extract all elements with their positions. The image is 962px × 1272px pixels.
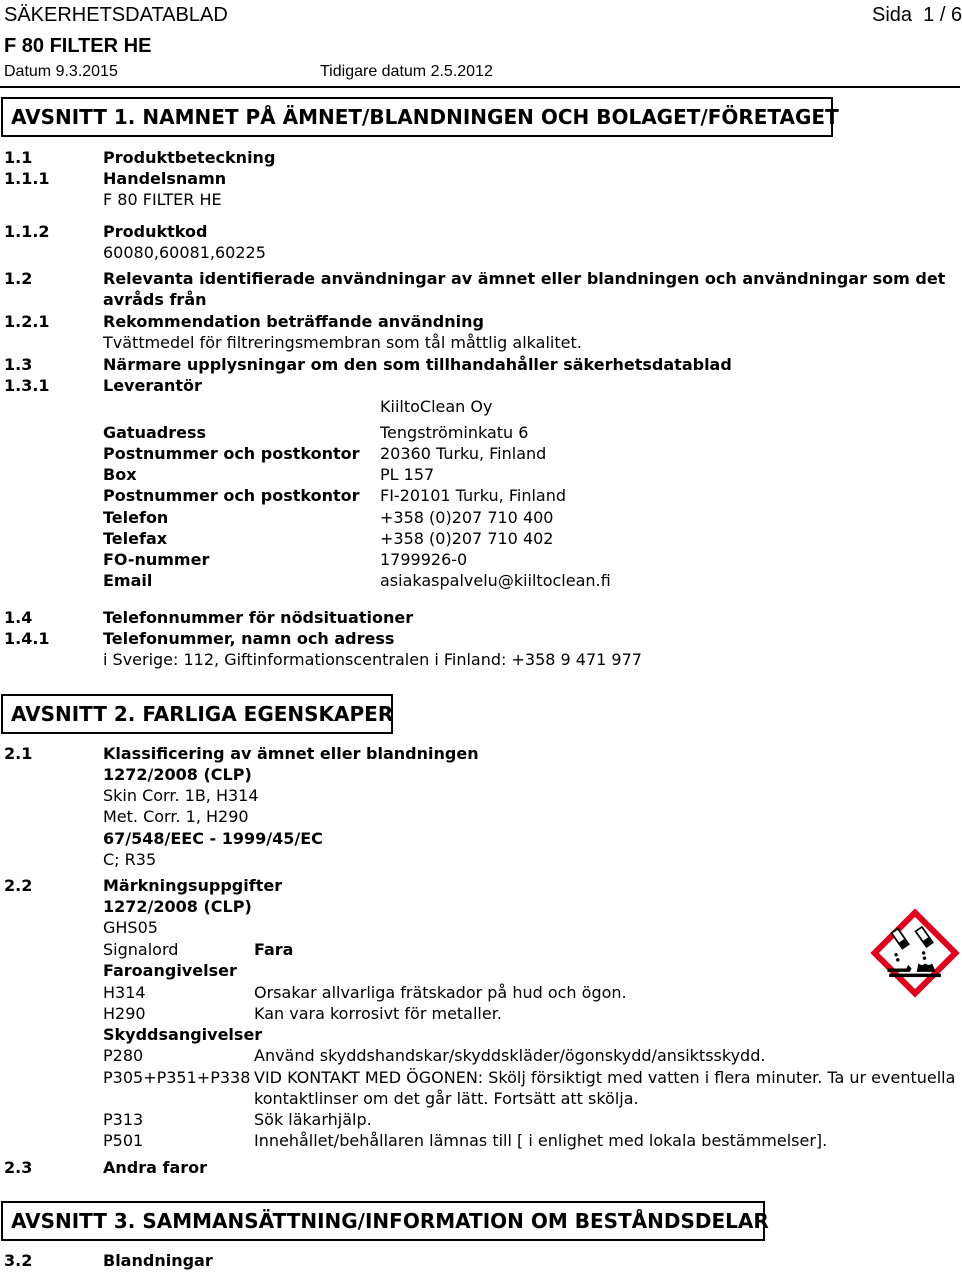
header-divider: [0, 86, 960, 88]
section-number: 2.3: [4, 1158, 33, 1177]
section-number: 1.4: [4, 608, 33, 627]
supplier-field-label: Gatuadress: [103, 423, 207, 442]
section-number: 1.1.2: [4, 222, 50, 241]
supplier-field-label: Telefon: [103, 508, 169, 527]
product-name-header: F 80 FILTER HE: [4, 35, 152, 57]
revision-date: Datum 9.3.2015: [4, 63, 118, 80]
signal-word-label: Signalord: [103, 940, 179, 959]
section-number: 1.2.1: [4, 312, 50, 331]
previous-date: Tidigare datum 2.5.2012: [320, 63, 493, 80]
precaution-text: Sök läkarhjälp.: [254, 1110, 372, 1129]
subsection-title: Rekommendation beträffande användning: [103, 312, 484, 331]
corrosion-pictogram-icon: [872, 910, 958, 996]
subsection-title: Telefonummer, namn och adress: [103, 629, 395, 648]
section-number: 1.3: [4, 355, 33, 374]
subsection-title: Andra faror: [103, 1158, 208, 1177]
supplier-field-value: 20360 Turku, Finland: [380, 444, 547, 463]
precaution-text: Använd skyddshandskar/skyddskläder/ögonskydd/ansiktsskydd.: [254, 1046, 766, 1065]
subsection-title: Leverantör: [103, 376, 202, 395]
subsection-title-continued: avråds från: [103, 290, 207, 309]
classification-line: Met. Corr. 1, H290: [103, 807, 249, 826]
regulation-heading: 1272/2008 (CLP): [103, 897, 252, 916]
section-2-heading: AVSNITT 2. FARLIGA EGENSKAPER: [1, 694, 393, 734]
signal-word-value: Fara: [254, 940, 294, 959]
precaution-text-continued: kontaktlinser om det går lätt. Fortsätt att skölja.: [254, 1089, 639, 1108]
supplier-field-value: +358 (0)207 710 402: [380, 529, 554, 548]
section-number: 1.3.1: [4, 376, 50, 395]
supplier-field-label: Box: [103, 465, 137, 484]
subsection-title: Blandningar: [103, 1251, 213, 1270]
ghs-code: GHS05: [103, 918, 158, 937]
section-3-heading: AVSNITT 3. SAMMANSÄTTNING/INFORMATION OM BESTÅNDSDELAR: [1, 1201, 765, 1241]
product-code-value: 60080,60081,60225: [103, 243, 266, 262]
supplier-field-label: Email: [103, 571, 153, 590]
supplier-email-value: asiakaspalvelu@kiiltoclean.fi: [380, 571, 611, 590]
hazard-statements-heading: Faroangivelser: [103, 961, 237, 980]
supplier-field-value: FI-20101 Turku, Finland: [380, 486, 566, 505]
classification-line: C; R35: [103, 850, 157, 869]
section-number: 2.1: [4, 744, 33, 763]
trade-name-value: F 80 FILTER HE: [103, 190, 222, 209]
supplier-field-value: +358 (0)207 710 400: [380, 508, 554, 527]
emergency-phone-value: i Sverige: 112, Giftinformationscentralen i Finland: +358 9 471 977: [103, 650, 642, 669]
precaution-code: P313: [103, 1110, 144, 1129]
classification-line: Skin Corr. 1B, H314: [103, 786, 259, 805]
subsection-title: Produktbeteckning: [103, 148, 276, 167]
precaution-code: P280: [103, 1046, 144, 1065]
supplier-field-label: FO-nummer: [103, 550, 210, 569]
supplier-field-value: PL 157: [380, 465, 435, 484]
supplier-field-label: Postnummer och postkontor: [103, 486, 360, 505]
regulation-heading: 67/548/EEC - 1999/45/EC: [103, 829, 323, 848]
supplier-field-label: Postnummer och postkontor: [103, 444, 360, 463]
page-number: 1: [923, 4, 935, 26]
hazard-code: H314: [103, 983, 146, 1002]
section-number: 1.1.1: [4, 169, 50, 188]
precautionary-statements-heading: Skyddsangivelser: [103, 1025, 263, 1044]
precaution-code: P501: [103, 1131, 144, 1150]
page-separator: /: [939, 4, 946, 26]
document-title: SÄKERHETSDATABLAD: [4, 4, 228, 26]
subsection-title: Relevanta identifierade användningar av ämnet eller blandningen och användningar som det: [103, 269, 946, 288]
subsection-title: Handelsnamn: [103, 169, 227, 188]
precaution-text: Innehållet/behållaren lämnas till [ i enlighet med lokala bestämmelser].: [254, 1131, 828, 1150]
hazard-text: Kan vara korrosivt för metaller.: [254, 1004, 502, 1023]
section-number: 1.1: [4, 148, 33, 167]
subsection-title: Produktkod: [103, 222, 208, 241]
supplier-field-label: Telefax: [103, 529, 168, 548]
hazard-text: Orsakar allvarliga frätskador på hud och ögon.: [254, 983, 627, 1002]
supplier-field-value: Tengströminkatu 6: [380, 423, 529, 442]
recommended-use-value: Tvättmedel för filtreringsmembran som tål måttlig alkalitet.: [103, 333, 582, 352]
page-label: Sida: [872, 4, 913, 26]
section-number: 2.2: [4, 876, 33, 895]
page-total: 6: [950, 4, 962, 26]
hazard-code: H290: [103, 1004, 146, 1023]
subsection-title: Telefonnummer för nödsituationer: [103, 608, 414, 627]
supplier-field-value: 1799926-0: [380, 550, 468, 569]
section-1-heading: AVSNITT 1. NAMNET PÅ ÄMNET/BLANDNINGEN OCH BOLAGET/FÖRETAGET: [1, 97, 833, 137]
precaution-text: VID KONTAKT MED ÖGONEN: Skölj försiktigt med vatten i flera minuter. Ta ur eventuella: [254, 1068, 956, 1087]
company-name: KiiltoClean Oy: [380, 397, 493, 416]
subsection-title: Märkningsuppgifter: [103, 876, 283, 895]
subsection-title: Närmare upplysningar om den som tillhandahåller säkerhetsdatablad: [103, 355, 732, 374]
subsection-title: Klassificering av ämnet eller blandningen: [103, 744, 479, 763]
section-number: 3.2: [4, 1251, 33, 1270]
regulation-heading: 1272/2008 (CLP): [103, 765, 252, 784]
section-number: 1.4.1: [4, 629, 50, 648]
page-indicator: [872, 3, 962, 27]
precaution-code: P305+P351+P338: [103, 1068, 251, 1087]
section-number: 1.2: [4, 269, 33, 288]
